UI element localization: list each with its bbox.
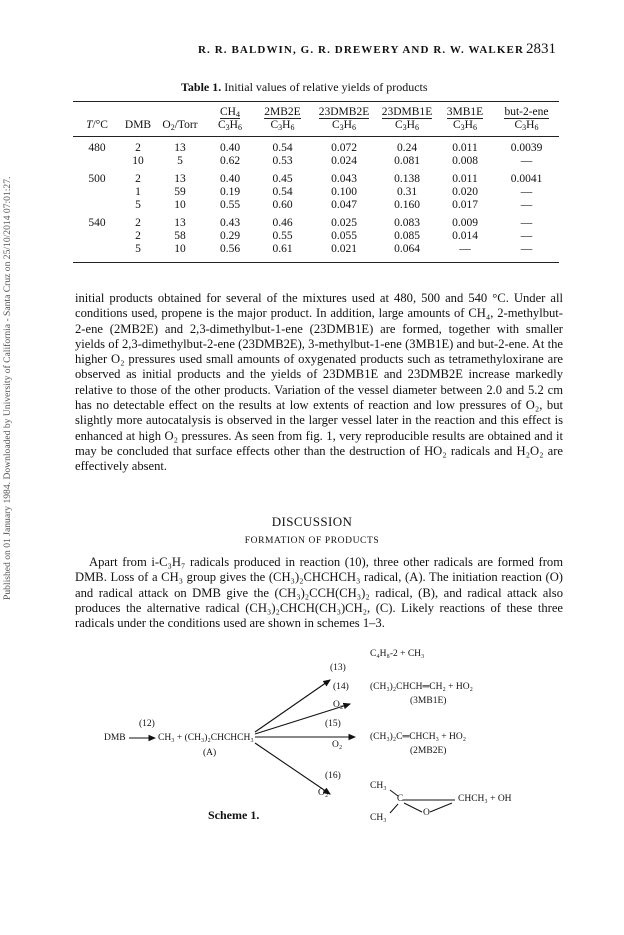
table-cell: — — [520, 155, 533, 167]
table-cell: 0.24 — [396, 142, 418, 154]
table-cell: 0.011 — [452, 142, 478, 154]
products-12: CH₃ + (CH₃)₂CHCHCH₃ — [158, 733, 254, 743]
oxygen-15: O₂ — [332, 740, 343, 750]
oxygen-16: O₂ — [318, 788, 329, 798]
table-cell: 2 — [135, 217, 141, 229]
table-row — [73, 199, 559, 212]
section-heading: DISCUSSION — [271, 514, 353, 529]
products-15: (CH₃)₂C═CHCH₃ + HO₂ — [370, 732, 467, 742]
running-header — [0, 41, 624, 64]
table-cell: 10 — [174, 199, 186, 211]
table-cell: 0.56 — [219, 243, 241, 255]
reaction-number-16: (16) — [325, 771, 341, 781]
table-cell: 0.54 — [272, 142, 293, 154]
table-cell: 0.138 — [394, 173, 420, 185]
discussion-paragraph — [75, 555, 563, 631]
table-cell: 0.083 — [394, 217, 420, 229]
table-cell: 0.29 — [219, 230, 241, 242]
table-cell: 10 — [132, 155, 144, 167]
col-head-temp: T/°C — [86, 119, 108, 131]
oxirane-bond-e — [430, 803, 452, 812]
table-cell: 13 — [174, 142, 186, 154]
table-title: Initial values of relative yields of products — [224, 80, 428, 94]
table-label: Table 1. — [181, 80, 222, 94]
table-cell: — — [520, 199, 533, 211]
table-cell: 0.54 — [272, 186, 293, 198]
col-head-denom: $C_3H_6$ — [218, 119, 242, 132]
table-cell: 0.55 — [272, 230, 293, 242]
table-cell — [73, 186, 121, 199]
table-header-row-1 — [73, 102, 559, 120]
table-cell: 0.024 — [331, 155, 357, 167]
table-cell: 0.62 — [219, 155, 241, 167]
table-cell: 5 — [135, 243, 141, 255]
table-cell: 2 — [135, 142, 141, 154]
oxirane-methyl-top: CH₃ — [370, 781, 387, 791]
col-head-denom: $C_3H_6$ — [332, 119, 356, 132]
col-head-dmb: DMB — [124, 119, 152, 131]
table-cell: 0.100 — [331, 186, 357, 198]
table-cell: 0.047 — [331, 199, 357, 211]
reaction-number-14: (14) — [333, 682, 349, 692]
reaction-scheme — [0, 650, 624, 840]
table-cell: 0.43 — [219, 217, 241, 229]
reaction-number-15: (15) — [325, 719, 341, 729]
product-name-2mb2e: (2MB2E) — [410, 746, 447, 756]
table-cell: 0.60 — [272, 199, 293, 211]
table-cell: 0.043 — [331, 173, 357, 185]
table-cell: — — [520, 217, 533, 229]
table-cell: 0.017 — [452, 199, 478, 211]
oxygen-14: O₂ — [333, 700, 344, 710]
reaction-number-13: (13) — [330, 663, 346, 673]
page-number: 2831 — [526, 41, 556, 57]
table-cell: 10 — [174, 243, 186, 255]
arrow-13 — [255, 680, 330, 732]
table-cell: 0.009 — [452, 217, 478, 229]
products-13: C₄H₈-2 + CH₃ — [370, 649, 425, 659]
table-cell: — — [520, 186, 533, 198]
oxirane-bond-b — [390, 804, 398, 813]
col-head-denom: $C_3H_6$ — [453, 119, 477, 132]
table-cell: 1 — [135, 186, 141, 198]
table-cell: 0.0041 — [510, 173, 543, 185]
table-cell: 2 — [135, 173, 141, 185]
download-watermark-text: Published on 01 January 1984. Downloaded by University of California - Santa Cruz on 25/10/2014 07:01:27. — [2, 176, 13, 600]
table-cell: 0.19 — [219, 186, 241, 198]
table-cell: — — [459, 243, 471, 255]
oxirane-carbon: C — [397, 794, 404, 804]
table-row — [73, 230, 559, 243]
subsection-heading: FORMATION OF PRODUCTS — [244, 536, 380, 546]
discussion-text: Apart from i-C₃H₇ radicals produced in reaction (10), three other radicals are formed from DMB. Loss of a CH₃ group gives the (CH₃)₂CHCHCH₃ radical, (A). The initiation reaction (O) and radical attack on DMB give the (CH₃)₂CCH(CH₃)₂ radical, (B), and radical attack also produces the alternative radical (CH₃)₂CHCH(CH₃)CH₂, (C). Likely reactions of these three radicals under the conditions used are shown in schemes 1–3. — [75, 555, 563, 631]
table-cell: 0.40 — [219, 142, 241, 154]
reaction-number-12: (12) — [139, 719, 155, 729]
table-cell — [73, 230, 121, 243]
col-head-o2: $O_2$/Torr — [162, 119, 198, 132]
table-caption — [181, 80, 428, 95]
table-cell: 58 — [174, 230, 186, 242]
table-cell: 0.46 — [272, 217, 293, 229]
col-head-denom: $C_3H_6$ — [395, 119, 419, 132]
col-head-2mb2e: 2MB2E — [264, 106, 301, 118]
products-16: CHCH₃ + OH — [458, 794, 512, 804]
table-cell: 500 — [88, 173, 106, 185]
scheme-label: Scheme 1. — [208, 808, 260, 822]
table-cell: — — [520, 243, 533, 255]
table-cell: 0.025 — [331, 217, 357, 229]
table-cell: 0.014 — [452, 230, 478, 242]
table-cell — [73, 199, 121, 212]
scheme-arrows — [0, 650, 624, 840]
table-cell: 0.020 — [452, 186, 478, 198]
table-cell: 0.021 — [331, 243, 357, 255]
table-cell: — — [520, 230, 533, 242]
table-cell: 5 — [177, 155, 183, 167]
col-head-denom: $C_3H_6$ — [270, 119, 295, 132]
table-cell: 0.53 — [272, 155, 293, 167]
reactant-dmb: DMB — [104, 733, 126, 743]
products-14: (CH₃)₂CHCH═CH₂ + HO₂ — [370, 682, 473, 692]
col-head-23dmb1e: 23DMB1E — [381, 106, 433, 118]
oxirane-methyl-bottom: CH₃ — [370, 813, 387, 823]
table-header-row-2 — [73, 119, 559, 137]
table-cell: 13 — [174, 217, 186, 229]
table-cell: 5 — [135, 199, 141, 211]
table-row — [73, 243, 559, 263]
table-cell: 2 — [135, 230, 141, 242]
table-cell — [73, 155, 121, 168]
table-cell: 0.40 — [219, 173, 241, 185]
table-cell: 0.45 — [272, 173, 293, 185]
header-authors: R. R. BALDWIN, G. R. DREWERY AND R. W. WALKER — [198, 44, 524, 56]
table-cell: 480 — [88, 142, 106, 154]
table-cell: 0.0039 — [510, 142, 543, 154]
table-cell: 0.008 — [452, 155, 478, 167]
table-row — [73, 155, 559, 168]
table-cell: 59 — [174, 186, 186, 198]
table-cell: 0.011 — [452, 173, 478, 185]
oxirane-bond-d — [404, 803, 422, 812]
col-head-denom: $C_3H_6$ — [514, 119, 539, 132]
arrow-16 — [255, 743, 330, 794]
table-cell: 0.160 — [394, 199, 420, 211]
table-cell: 13 — [174, 173, 186, 185]
results-paragraph — [75, 291, 563, 475]
table-cell: 0.064 — [394, 243, 420, 255]
table-cell: 0.085 — [394, 230, 420, 242]
table-cell: 0.081 — [394, 155, 420, 167]
col-head-23dmb2e: 23DMB2E — [318, 106, 370, 118]
product-name-3mb1e: (3MB1E) — [410, 696, 447, 706]
table-row — [73, 212, 559, 230]
oxirane-oxygen: O — [423, 808, 430, 818]
yields-table — [73, 101, 559, 264]
radical-label-a: (A) — [203, 748, 217, 758]
table-cell: 0.072 — [331, 142, 357, 154]
col-head-but2ene: but-2-ene — [504, 106, 549, 118]
table-cell: 540 — [88, 217, 106, 229]
table-row — [73, 137, 559, 156]
table-row — [73, 168, 559, 186]
col-head-3mb1e: 3MB1E — [446, 106, 484, 118]
results-text: initial products obtained for several of the mixtures used at 480, 500 and 540 °C. Under all conditions used, propene is the major product. In addition, large amounts of CH₄, 2-methylbut-2-ene (2MB2E) and 2,3-dimethylbut-1-ene (23DMB1E) are formed, together with smaller yields of 2,3-dimethylbut-2-ene (23DMB2E), 3-methylbut-1-ene (3MB1E) and but-2-ene. At the higher O₂ pressures used small amounts of oxygenated products such as tetramethyloxirane are observed as initial products and the yields of 23DMB1E and 23DMB2E increase markedly relative to those of the other products. Variation of the vessel diameter between 2.0 and 5.2 cm has no detectable effect on the results at low extents of reaction and low pressures of O₂, but slightly more autocatalysis is observed in the larger vessel later in the reaction and this effect is enhanced at high O₂ pressures. As seen from fig. 1, very reproducible results are obtained and it may be concluded that surface effects other than the destruction of HO₂ radicals and H₂O₂ are effectively absent. — [75, 291, 563, 474]
table-cell: 0.55 — [219, 199, 241, 211]
table-cell: 0.31 — [396, 186, 418, 198]
table-row — [73, 186, 559, 199]
col-head-ch4: $CH_4$ — [220, 106, 240, 119]
table-cell — [73, 243, 121, 263]
table-cell: 0.055 — [331, 230, 357, 242]
table-cell: 0.61 — [272, 243, 293, 255]
